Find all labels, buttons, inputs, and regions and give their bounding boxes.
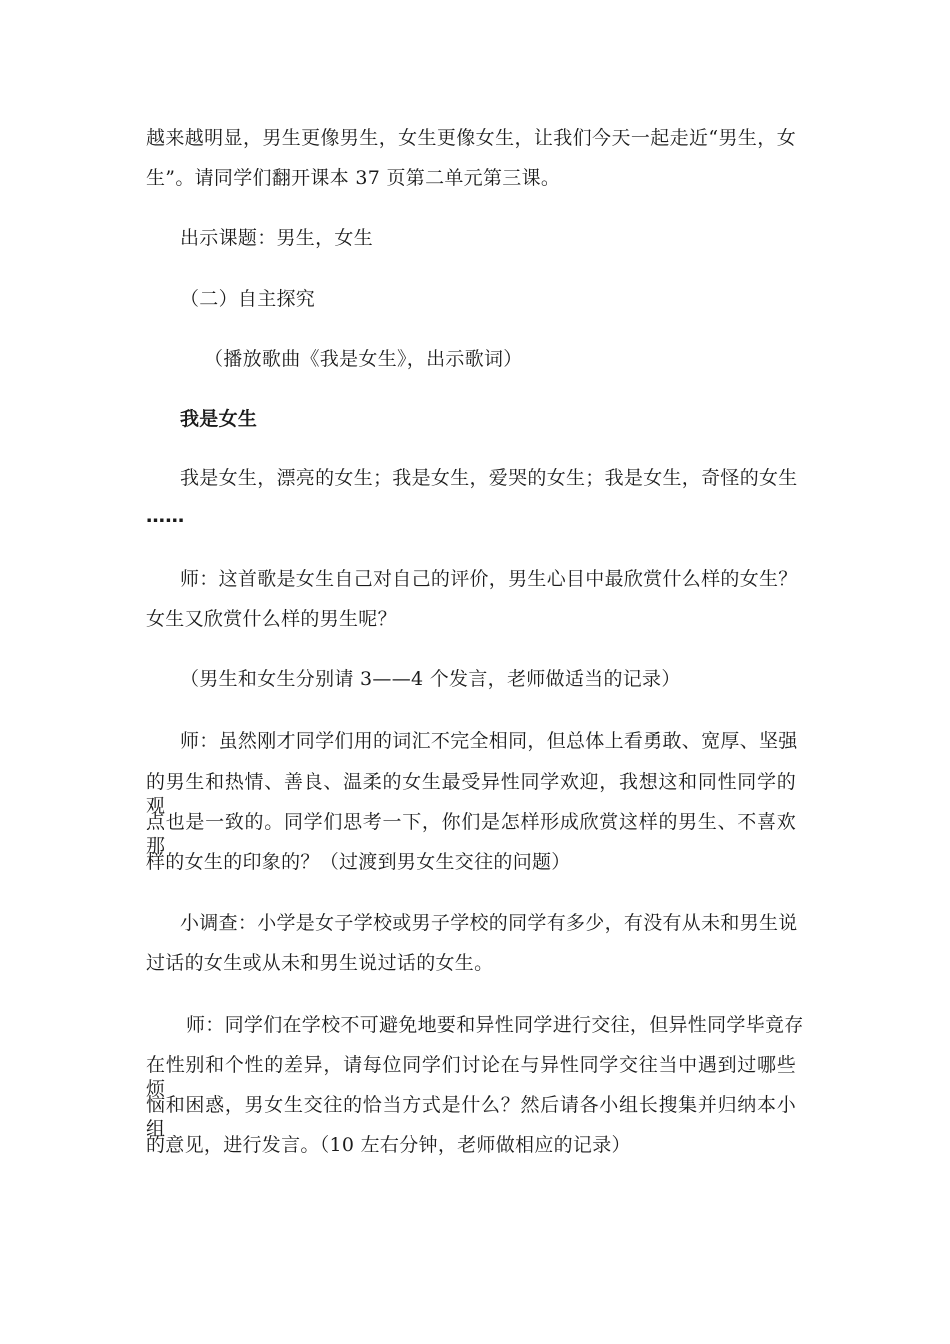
section-heading: （二）自主探究 — [180, 288, 316, 310]
song-title: 我是女生 — [180, 408, 258, 430]
paragraph-line: 师：同学们在学校不可避免地要和异性同学进行交往，但异性同学毕竟存 — [186, 1014, 804, 1036]
lesson-title-line: 出示课题：男生，女生 — [180, 227, 374, 249]
stage-direction: （播放歌曲《我是女生》，出示歌词） — [204, 348, 523, 370]
song-lyrics-line: 我是女生，漂亮的女生；我是女生，爱哭的女生；我是女生，奇怪的女生 — [180, 467, 798, 489]
paragraph-line: 生”。请同学们翻开课本 37 页第二单元第三课。 — [146, 167, 561, 189]
paragraph-line: 越来越明显，男生更像男生，女生更像女生，让我们今天一起走近“男生，女 — [146, 127, 796, 149]
paragraph-line: 点也是一致的。同学们思考一下，你们是怎样形成欣赏这样的男生、不喜欢那 — [146, 811, 796, 857]
paragraph-line: 女生又欣赏什么样的男生呢？ — [146, 608, 397, 630]
paragraph-line: 过话的女生或从未和男生说过话的女生。 — [146, 952, 494, 974]
paragraph-line: 师：这首歌是女生自己对自己的评价，男生心目中最欣赏什么样的女生？ — [180, 568, 798, 590]
paragraph-line: 师：虽然刚才同学们用的词汇不完全相同，但总体上看勇敢、宽厚、坚强 — [180, 730, 798, 752]
paragraph-line: 恼和困惑，男女生交往的恰当方式是什么？然后请各小组长搜集并归纳本小组 — [146, 1094, 796, 1140]
paragraph-line: 小调查：小学是女子学校或男子学校的同学有多少，有没有从未和男生说 — [180, 912, 798, 934]
paragraph-line: 样的女生的印象的？（过渡到男女生交往的问题） — [146, 851, 571, 873]
paragraph-line: 在性别和个性的差异，请每位同学们讨论在与异性同学交往当中遇到过哪些烦 — [146, 1054, 796, 1100]
stage-direction: （男生和女生分别请 3——4 个发言，老师做适当的记录） — [180, 668, 681, 690]
paragraph-line: 的意见，进行发言。（10 左右分钟，老师做相应的记录） — [146, 1134, 631, 1156]
paragraph-line: 的男生和热情、善良、温柔的女生最受异性同学欢迎，我想这和同性同学的观 — [146, 771, 796, 817]
song-lyrics-line: …… — [146, 505, 185, 527]
